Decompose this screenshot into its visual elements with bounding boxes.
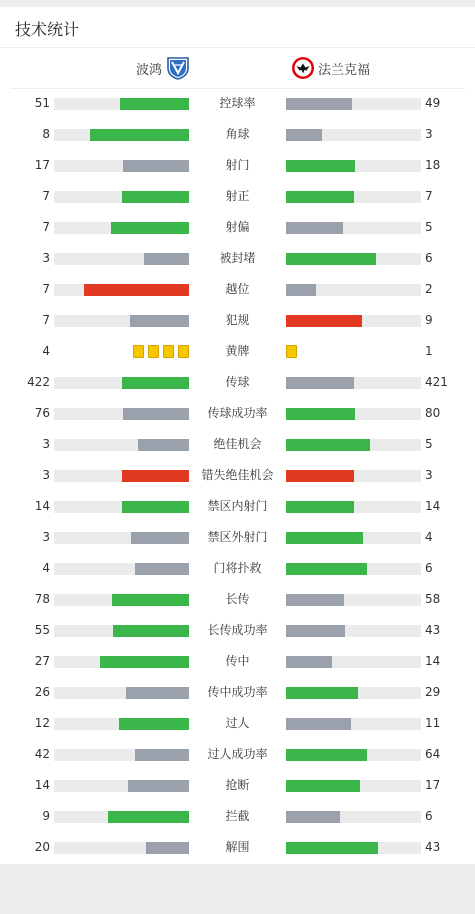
away-bar-track — [286, 191, 421, 203]
stat-row — [0, 832, 475, 863]
stat-label: 禁区外射门 — [207, 530, 268, 544]
away-value: 14 — [425, 499, 441, 513]
away-bar-fill — [286, 656, 332, 668]
home-bar-track — [54, 191, 189, 203]
home-value: 3 — [42, 530, 50, 544]
away-value: 43 — [425, 840, 441, 854]
home-bar-track — [54, 284, 189, 296]
home-value: 8 — [42, 127, 50, 141]
stats-card — [0, 7, 475, 864]
home-value: 422 — [27, 375, 50, 389]
home-value: 4 — [42, 344, 50, 358]
stat-label: 控球率 — [219, 96, 256, 110]
away-bar-fill — [286, 408, 355, 420]
home-bar-fill — [146, 842, 189, 854]
stat-label: 禁区内射门 — [207, 499, 268, 513]
yellow-card-icon — [163, 345, 174, 358]
home-value: 7 — [42, 220, 50, 234]
stat-label: 解围 — [225, 840, 250, 854]
home-value: 27 — [34, 654, 50, 668]
home-bar-track — [54, 625, 189, 637]
stat-row — [0, 88, 475, 119]
home-value: 20 — [34, 840, 50, 854]
away-bar-track — [286, 377, 421, 389]
stat-row — [0, 119, 475, 150]
home-bar-track — [54, 656, 189, 668]
away-value: 6 — [425, 561, 433, 575]
home-value: 7 — [42, 282, 50, 296]
stat-label: 绝佳机会 — [213, 437, 262, 451]
away-bar-fill — [286, 811, 340, 823]
away-bar-fill — [286, 470, 354, 482]
home-value: 14 — [34, 499, 50, 513]
stat-label: 越位 — [225, 282, 250, 296]
stat-label: 犯规 — [225, 313, 250, 327]
home-bar-track — [54, 780, 189, 792]
yellow-card-icon — [178, 345, 189, 358]
home-value: 76 — [34, 406, 50, 420]
away-value: 421 — [425, 375, 448, 389]
home-bar-fill — [126, 687, 189, 699]
home-bar-fill — [135, 749, 189, 761]
frankfurt-eagle-crest-icon — [291, 56, 315, 80]
stat-row — [0, 398, 475, 429]
away-value: 49 — [425, 96, 441, 110]
away-value: 7 — [425, 189, 433, 203]
away-team — [291, 48, 370, 88]
away-bar-track — [286, 811, 421, 823]
away-bar-track — [286, 780, 421, 792]
home-value: 4 — [42, 561, 50, 575]
away-bar-fill — [286, 501, 354, 513]
away-bar-fill — [286, 439, 370, 451]
stat-row — [0, 646, 475, 677]
stat-row — [0, 150, 475, 181]
stat-row — [0, 336, 475, 367]
away-value: 18 — [425, 158, 441, 172]
yellow-card-icon — [148, 345, 159, 358]
stat-label: 角球 — [225, 127, 250, 141]
home-bar-fill — [100, 656, 189, 668]
away-value: 58 — [425, 592, 441, 606]
away-bar-fill — [286, 718, 351, 730]
stat-label: 拦截 — [225, 809, 250, 823]
home-bar-fill — [123, 408, 189, 420]
home-bar-track — [54, 749, 189, 761]
away-bar-fill — [286, 98, 352, 110]
away-value: 3 — [425, 468, 433, 482]
home-bar-fill — [135, 563, 189, 575]
stat-label: 传中 — [225, 654, 250, 668]
home-team — [136, 48, 190, 88]
stat-row — [0, 708, 475, 739]
stat-label: 门将扑救 — [213, 561, 262, 575]
stat-row — [0, 522, 475, 553]
home-bar-fill — [90, 129, 189, 141]
home-bar-fill — [112, 594, 189, 606]
away-value: 6 — [425, 251, 433, 265]
home-value: 9 — [42, 809, 50, 823]
away-bar-track — [286, 656, 421, 668]
away-bar-track — [286, 315, 421, 327]
stat-label: 被封堵 — [219, 251, 256, 265]
home-value: 51 — [34, 96, 50, 110]
stat-label: 射偏 — [225, 220, 250, 234]
away-bar-fill — [286, 532, 363, 544]
stat-row — [0, 429, 475, 460]
home-bar-track — [54, 501, 189, 513]
home-bar-track — [54, 315, 189, 327]
stat-label: 传球 — [225, 375, 250, 389]
home-bar-fill — [122, 470, 190, 482]
home-bar-track — [54, 222, 189, 234]
away-value: 11 — [425, 716, 441, 730]
away-bar-track — [286, 222, 421, 234]
away-bar-track — [286, 129, 421, 141]
away-bar-fill — [286, 284, 316, 296]
away-bar-track — [286, 160, 421, 172]
home-value: 14 — [34, 778, 50, 792]
home-value: 78 — [34, 592, 50, 606]
stat-row — [0, 274, 475, 305]
stat-row — [0, 739, 475, 770]
away-value: 2 — [425, 282, 433, 296]
yellow-card-icon — [286, 345, 297, 358]
away-bar-track — [286, 501, 421, 513]
away-team-name: 法兰克福 — [318, 62, 371, 78]
away-yellow-cards — [286, 345, 297, 358]
home-value: 3 — [42, 437, 50, 451]
away-bar-fill — [286, 377, 354, 389]
home-value: 12 — [34, 716, 50, 730]
stat-label: 长传成功率 — [207, 623, 268, 637]
away-bar-track — [286, 532, 421, 544]
away-value: 29 — [425, 685, 441, 699]
home-value: 3 — [42, 468, 50, 482]
home-value: 7 — [42, 313, 50, 327]
stat-row — [0, 615, 475, 646]
home-bar-fill — [131, 532, 189, 544]
home-value: 42 — [34, 747, 50, 761]
bochum-crest-icon — [166, 56, 190, 80]
home-bar-fill — [122, 501, 190, 513]
stat-row — [0, 305, 475, 336]
stat-label: 长传 — [225, 592, 250, 606]
stat-row — [0, 770, 475, 801]
away-bar-fill — [286, 842, 378, 854]
home-bar-fill — [111, 222, 189, 234]
away-value: 9 — [425, 313, 433, 327]
home-yellow-cards — [133, 345, 189, 358]
stat-label: 射正 — [225, 189, 250, 203]
away-bar-fill — [286, 315, 362, 327]
home-value: 26 — [34, 685, 50, 699]
home-value: 7 — [42, 189, 50, 203]
away-bar-track — [286, 563, 421, 575]
away-value: 1 — [425, 344, 433, 358]
yellow-card-icon — [133, 345, 144, 358]
stat-row — [0, 677, 475, 708]
away-bar-fill — [286, 749, 367, 761]
home-bar-fill — [119, 718, 189, 730]
away-bar-track — [286, 718, 421, 730]
stat-label: 射门 — [225, 158, 250, 172]
away-value: 4 — [425, 530, 433, 544]
home-bar-track — [54, 532, 189, 544]
away-bar-fill — [286, 563, 367, 575]
home-bar-fill — [122, 377, 190, 389]
teams-header — [0, 48, 475, 88]
stat-row — [0, 212, 475, 243]
home-bar-fill — [120, 98, 189, 110]
home-bar-fill — [113, 625, 189, 637]
home-bar-fill — [130, 315, 189, 327]
stat-row — [0, 491, 475, 522]
away-value: 64 — [425, 747, 441, 761]
home-bar-track — [54, 718, 189, 730]
home-bar-track — [54, 439, 189, 451]
home-bar-track — [54, 160, 189, 172]
away-bar-track — [286, 408, 421, 420]
away-value: 43 — [425, 623, 441, 637]
away-bar-fill — [286, 253, 376, 265]
away-bar-track — [286, 625, 421, 637]
away-value: 80 — [425, 406, 441, 420]
away-bar-track — [286, 842, 421, 854]
away-value: 3 — [425, 127, 433, 141]
home-value: 17 — [34, 158, 50, 172]
away-value: 17 — [425, 778, 441, 792]
stat-row — [0, 801, 475, 832]
home-bar-fill — [123, 160, 189, 172]
home-value: 55 — [34, 623, 50, 637]
stat-row — [0, 553, 475, 584]
away-value: 6 — [425, 809, 433, 823]
home-bar-fill — [84, 284, 189, 296]
stat-row — [0, 367, 475, 398]
away-bar-fill — [286, 222, 343, 234]
home-bar-track — [54, 470, 189, 482]
home-bar-fill — [138, 439, 189, 451]
away-bar-track — [286, 253, 421, 265]
section-title: 技术统计 — [15, 20, 80, 39]
stat-row — [0, 584, 475, 615]
stat-label: 抢断 — [225, 778, 250, 792]
stat-label: 传中成功率 — [207, 685, 268, 699]
stat-label: 过人 — [225, 716, 250, 730]
stat-label: 过人成功率 — [207, 747, 268, 761]
home-bar-fill — [144, 253, 189, 265]
home-bar-track — [54, 594, 189, 606]
away-bar-track — [286, 687, 421, 699]
stat-row — [0, 243, 475, 274]
stat-label: 传球成功率 — [207, 406, 268, 420]
home-bar-fill — [122, 191, 190, 203]
away-bar-fill — [286, 160, 355, 172]
away-bar-fill — [286, 129, 322, 141]
home-bar-track — [54, 98, 189, 110]
away-bar-track — [286, 594, 421, 606]
home-value: 3 — [42, 251, 50, 265]
away-bar-track — [286, 749, 421, 761]
stats-list — [0, 88, 475, 863]
home-bar-track — [54, 842, 189, 854]
home-team-name: 波鸿 — [135, 62, 162, 78]
home-bar-track — [54, 129, 189, 141]
home-bar-fill — [128, 780, 189, 792]
away-bar-track — [286, 98, 421, 110]
away-bar-fill — [286, 780, 360, 792]
away-value: 14 — [425, 654, 441, 668]
away-bar-track — [286, 284, 421, 296]
home-bar-fill — [108, 811, 189, 823]
away-bar-fill — [286, 191, 354, 203]
away-value: 5 — [425, 220, 433, 234]
stat-label: 黄牌 — [225, 344, 250, 358]
home-bar-track — [54, 408, 189, 420]
away-bar-fill — [286, 625, 345, 637]
home-bar-track — [54, 377, 189, 389]
away-bar-track — [286, 439, 421, 451]
stat-row — [0, 181, 475, 212]
away-value: 5 — [425, 437, 433, 451]
stat-label: 错失绝佳机会 — [201, 468, 274, 482]
home-bar-track — [54, 563, 189, 575]
away-bar-fill — [286, 594, 344, 606]
home-bar-track — [54, 253, 189, 265]
away-bar-track — [286, 470, 421, 482]
away-bar-fill — [286, 687, 358, 699]
home-bar-track — [54, 687, 189, 699]
stat-row — [0, 460, 475, 491]
home-bar-track — [54, 811, 189, 823]
